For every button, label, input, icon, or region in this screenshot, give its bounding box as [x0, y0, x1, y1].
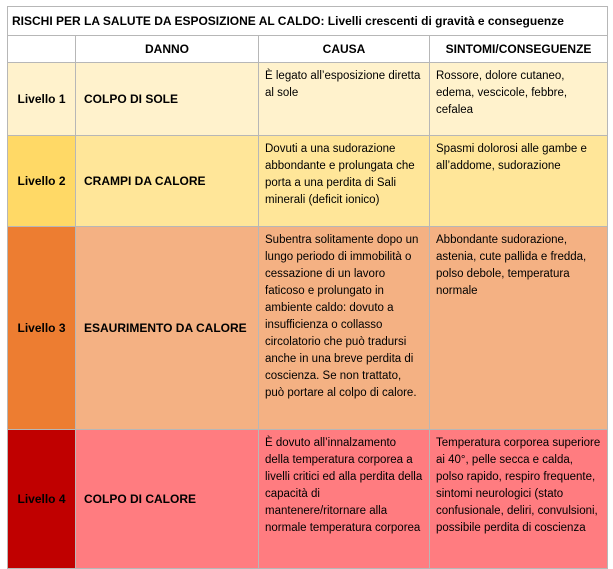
header-danno: DANNO [76, 36, 259, 63]
sintomi-cell: Rossore, dolore cutaneo, edema, vescicole, febbre, cefalea [430, 63, 608, 136]
header-row [8, 36, 608, 63]
table-row [8, 136, 608, 227]
danno-cell: CRAMPI DA CALORE [76, 136, 259, 227]
sintomi-cell: Abbondante sudorazione, astenia, cute pallida e fredda, polso debole, temperatura normale [430, 227, 608, 430]
danno-cell: ESAURIMENTO DA CALORE [76, 227, 259, 430]
causa-cell: È dovuto all’innalzamento della temperatura corporea a livelli critici ed alla perdita della capacità di mantenere/ritornare alla normale temperatura corporea [259, 430, 430, 569]
sintomi-cell: Temperatura corporea superiore ai 40°, pelle secca e calda, polso rapido, respiro frequente, sintomi neurologici (stato confusionale, deliri, convulsioni, possibile perdita di coscienza [430, 430, 608, 569]
table-row [8, 430, 608, 569]
level-label: Livello 3 [8, 227, 76, 430]
causa-cell: Dovuti a una sudorazione abbondante e prolungata che porta a una perdita di Sali minerali (deficit ionico) [259, 136, 430, 227]
level-label: Livello 4 [8, 430, 76, 569]
table-title: RISCHI PER LA SALUTE DA ESPOSIZIONE AL CALDO: Livelli crescenti di gravità e conseguenze [8, 7, 608, 36]
sintomi-cell: Spasmi dolorosi alle gambe e all’addome, sudorazione [430, 136, 608, 227]
header-sintomi: SINTOMI/CONSEGUENZE [430, 36, 608, 63]
header-causa: CAUSA [259, 36, 430, 63]
table-row [8, 63, 608, 136]
table-row [8, 227, 608, 430]
danno-cell: COLPO DI CALORE [76, 430, 259, 569]
danno-cell: COLPO DI SOLE [76, 63, 259, 136]
heat-risk-table [7, 6, 608, 569]
causa-cell: È legato all’esposizione diretta al sole [259, 63, 430, 136]
level-label: Livello 1 [8, 63, 76, 136]
causa-cell: Subentra solitamente dopo un lungo periodo di immobilità o cessazione di un lavoro faticoso e prolungato in ambiente caldo: dovuto a insufficienza o collasso circolatorio che può tradursi anche in una breve perdita di coscienza. Se non trattato, può portare al colpo di calore. [259, 227, 430, 430]
header-blank [8, 36, 76, 63]
level-label: Livello 2 [8, 136, 76, 227]
title-row [8, 7, 608, 36]
